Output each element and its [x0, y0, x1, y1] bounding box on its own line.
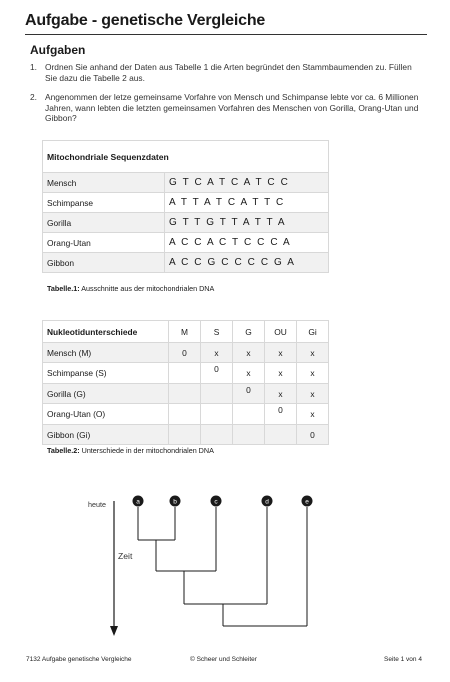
table-heading: Nukleotidunterschiede — [43, 321, 169, 343]
task-text: Angenommen der letze gemeinsame Vorfahre von Mensch und Schimpanse lebte vor ca. 6 Millionen Jahren, wann lebten die letzten gemeinsamen Vorfahren des Menschen von Gorilla, Orang-Utan und Gibbon? — [45, 92, 419, 123]
diff-cell: x — [233, 343, 265, 363]
diff-cell: 0 — [169, 343, 201, 363]
task-number: 1. — [30, 62, 37, 72]
diff-cell: x — [265, 363, 297, 384]
species-cell: Gorilla — [43, 213, 165, 233]
diff-cell: 0 — [201, 363, 233, 384]
tip-e — [302, 496, 313, 507]
column-header: M — [169, 321, 201, 343]
sequence-cell: A C C G C C C C G A — [165, 253, 329, 273]
species-cell: Gorilla (G) — [43, 384, 169, 404]
section-heading: Aufgaben — [30, 43, 86, 57]
diff-cell: 0 — [265, 404, 297, 425]
tip-label: e — [305, 498, 309, 506]
caption-label: Tabelle.1: — [47, 284, 80, 293]
tip-label: b — [173, 498, 177, 506]
table-heading: Mitochondriale Sequenzdaten — [43, 141, 329, 173]
species-cell: Gibbon (Gi) — [43, 425, 169, 445]
tip-b — [170, 496, 181, 507]
tip-label: a — [136, 498, 140, 506]
diff-cell: 0 — [233, 384, 265, 404]
diff-cell: x — [297, 343, 329, 363]
tip-a — [133, 496, 144, 507]
footer-page-number: Seite 1 von 4 — [384, 656, 422, 663]
footer-document-id: 7132 Aufgabe genetische Vergleiche — [26, 656, 132, 663]
tip-d — [262, 496, 273, 507]
species-cell: Orang-Utan — [43, 233, 165, 253]
diff-cell: x — [265, 384, 297, 404]
heute-label: heute — [88, 500, 106, 509]
diff-cell: x — [201, 343, 233, 363]
tip-c — [211, 496, 222, 507]
sequence-cell: G T T G T T A T T A — [165, 213, 329, 233]
species-cell: Mensch (M) — [43, 343, 169, 363]
zeit-label: Zeit — [118, 551, 133, 561]
caption-label: Tabelle.2: — [47, 446, 80, 455]
sequence-cell: A C C A C T C C C A — [165, 233, 329, 253]
species-cell: Schimpanse (S) — [43, 363, 169, 384]
species-cell: Mensch — [43, 173, 165, 193]
species-cell: Orang-Utan (O) — [43, 404, 169, 425]
column-header: OU — [265, 321, 297, 343]
column-header: G — [233, 321, 265, 343]
page-title: Aufgabe - genetische Vergleiche — [25, 12, 266, 29]
time-axis-arrow-icon — [110, 626, 118, 636]
caption-text: Ausschnitte aus der mitochondrialen DNA — [79, 284, 215, 293]
species-cell: Schimpanse — [43, 193, 165, 213]
column-header: Gi — [297, 321, 329, 343]
diff-cell: x — [297, 404, 329, 425]
species-cell: Gibbon — [43, 253, 165, 273]
diff-cell: x — [297, 384, 329, 404]
tip-label: d — [265, 498, 269, 506]
tree-branches — [138, 507, 307, 626]
tip-label: c — [214, 498, 218, 506]
diff-cell: x — [265, 343, 297, 363]
diff-cell: x — [233, 363, 265, 384]
caption-text: Unterschiede in der mitochondrialen DNA — [79, 446, 214, 455]
diff-cell: x — [297, 363, 329, 384]
column-header: S — [201, 321, 233, 343]
sequence-cell: G T C A T C A T C C — [165, 173, 329, 193]
task-number: 2. — [30, 92, 37, 102]
footer-copyright: © Scheer und Schleiter — [190, 656, 257, 663]
sequence-cell: A T T A T C A T T C — [165, 193, 329, 213]
diff-cell: 0 — [297, 425, 329, 445]
task-text: Ordnen Sie anhand der Daten aus Tabelle 1 die Arten begründet den Stammbaumenden zu. Füllen Sie dazu die Tabelle 2 aus. — [45, 62, 412, 83]
